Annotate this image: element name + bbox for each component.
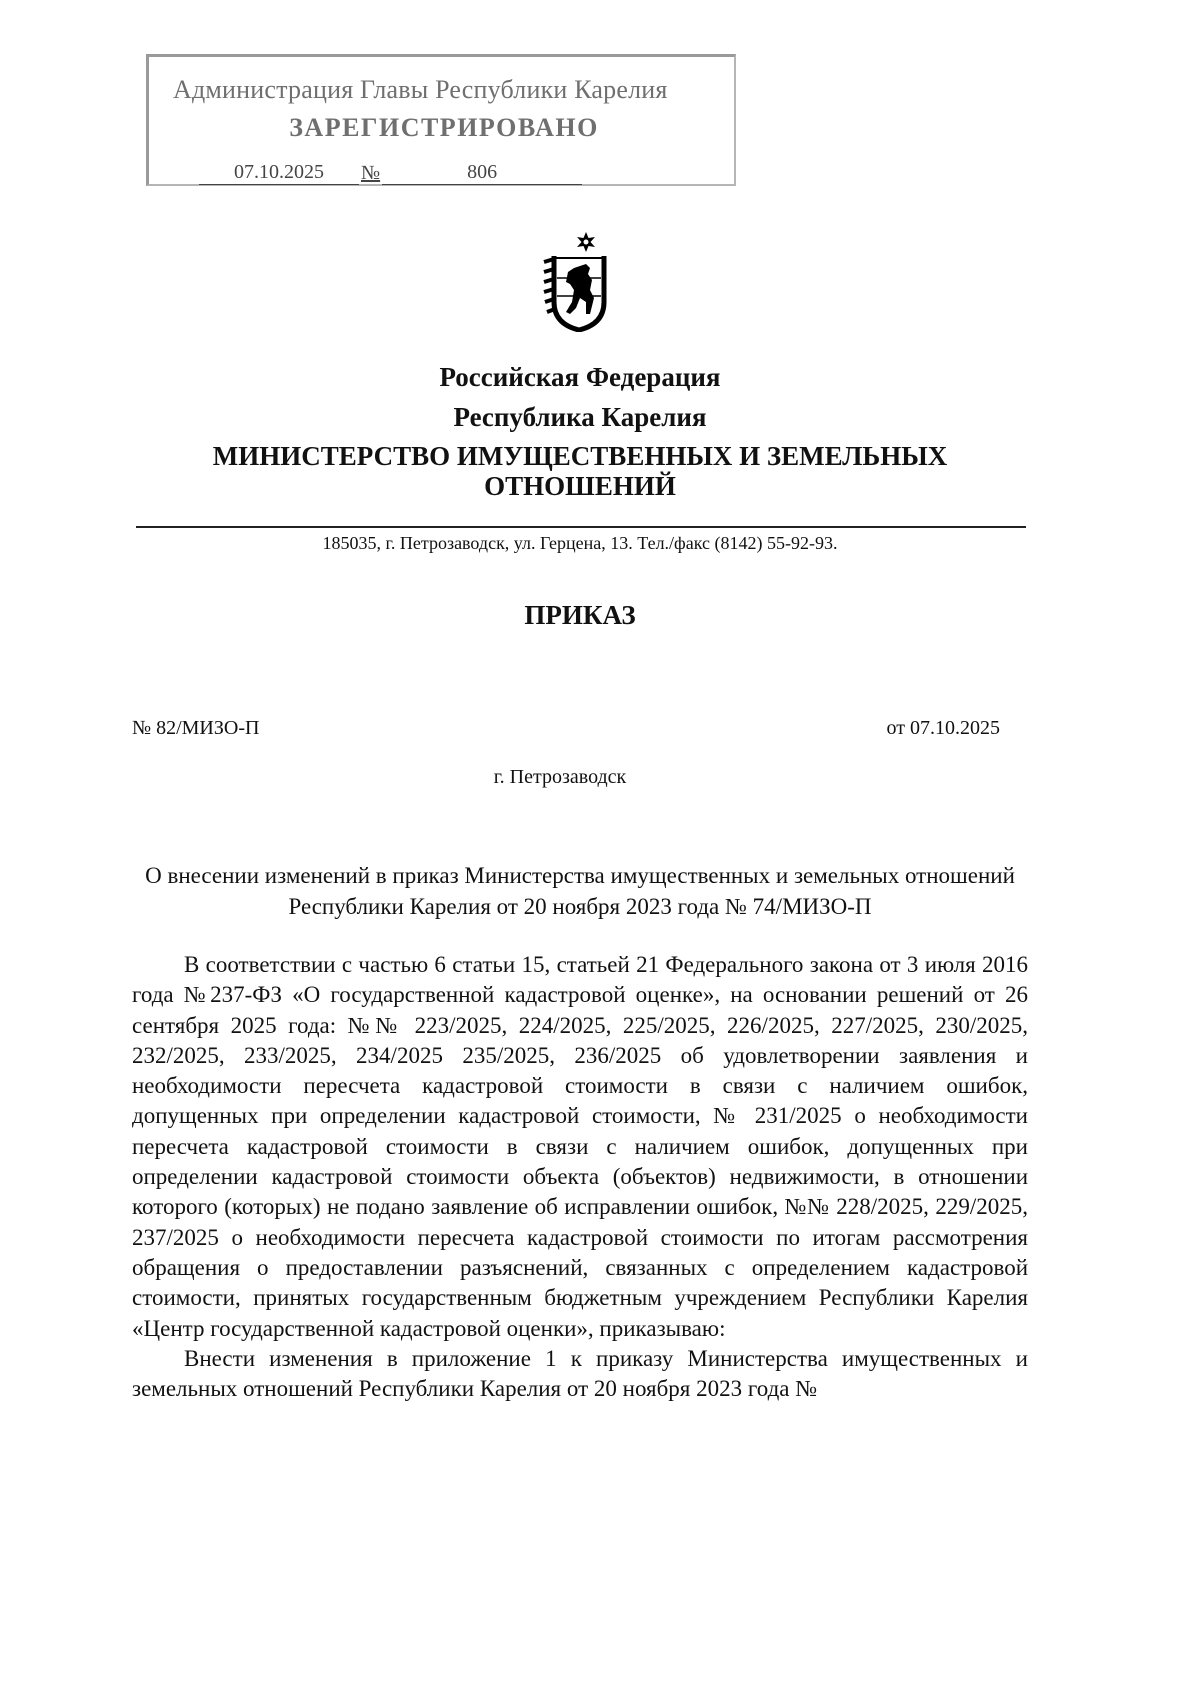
document-date: от 07.10.2025: [886, 717, 1000, 739]
header-divider: [136, 526, 1026, 528]
body-paragraph: В соответствии с частью 6 статьи 15, статьей 21 Федерального закона от 3 июля 2016 года №237-ФЗ «О государственной кадастровой оценке», на основании решений от 26 сентября 2025 года: №№ 223/2025, 224/2025, 225/2025, 226/2025, 227/2025, 230/2025, 232/2025, 233/2025, 234/2025 235/2025, 236/2025 об удовлетворении заявления и необходимости пересчета кадастровой стоимости в связи с наличием ошибок, допущенных при определении кадастровой стоимости, № 231/2025 о необходимости пересчета кадастровой стоимости в связи с наличием ошибок, допущенных при определении кадастровой стоимости объекта (объектов) недвижимости, в отношении которого (которых) не подано заявление об исправлении ошибок, №№ 228/2025, 229/2025, 237/2025 о необходимости пересчета кадастровой стоимости по итогам рассмотрения обращения о предоставлении разъяснений, связанных с определением кадастровой стоимости, принятых государственным бюджетным учреждением Республики Карелия «Центр государственной кадастровой оценки», приказываю:: [132, 952, 1028, 1341]
header-country: Российская Федерация: [439, 362, 721, 392]
stamp-organization: Администрация Главы Республики Карелия: [173, 75, 668, 104]
header-ministry-line1: МИНИСТЕРСТВО ИМУЩЕСТВЕННЫХ И ЗЕМЕЛЬНЫХ: [212, 441, 948, 471]
stamp-status: ЗАРЕГИСТРИРОВАНО: [289, 113, 599, 142]
stamp-number: 806: [382, 161, 582, 185]
document-subject: О внесении изменений в приказ Министерства имущественных и земельных отношений Республики Карелия от 20 ноября 2023 года № 74/МИЗО-П: [145, 863, 1015, 919]
document-city: г. Петрозаводск: [493, 766, 627, 788]
stamp-date: 07.10.2025: [199, 161, 359, 185]
stamp-number-label: №: [361, 162, 381, 184]
header-ministry-line2: ОТНОШЕНИЙ: [484, 471, 676, 501]
registration-stamp: [146, 54, 736, 186]
document-number: № 82/МИЗО-П: [132, 717, 260, 739]
karelia-coat-of-arms-icon: [540, 232, 618, 332]
header-region: Республика Карелия: [453, 402, 707, 432]
stamp-registration-row: [199, 161, 582, 185]
body-paragraph: Внести изменения в приложение 1 к приказу Министерства имущественных и земельных отношений Республики Карелия от 20 ноября 2023 года №: [132, 1345, 1028, 1402]
ministry-address: 185035, г. Петрозаводск, ул. Герцена, 13. Тел./факс (8142) 55-92-93.: [322, 533, 838, 553]
document-type-title: ПРИКАЗ: [524, 600, 636, 630]
document-body: [132, 950, 1028, 1404]
